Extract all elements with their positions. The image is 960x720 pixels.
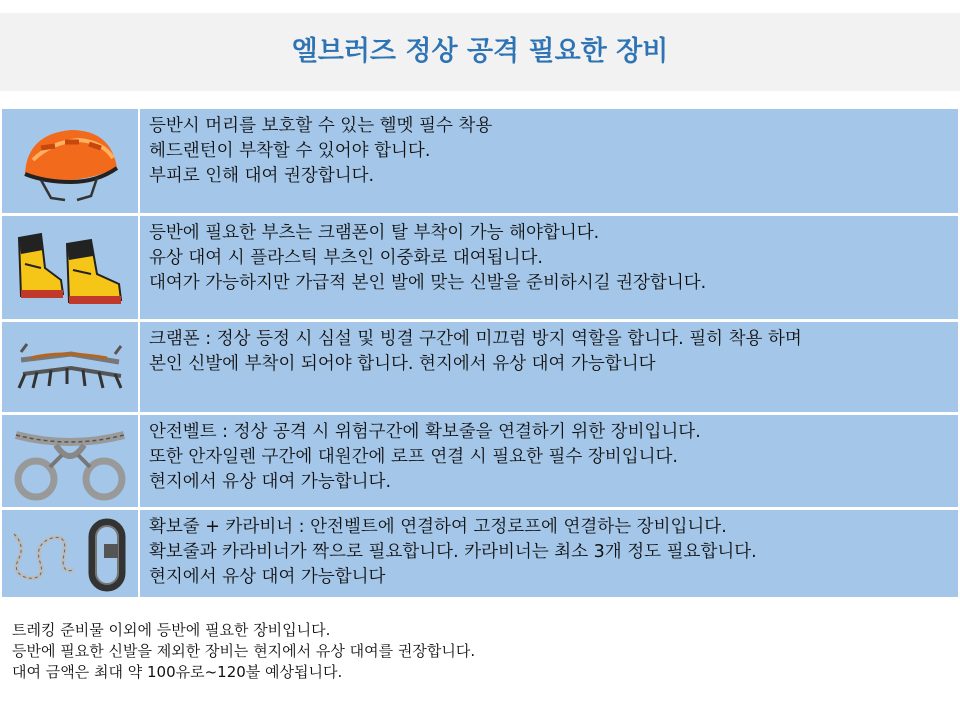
footer-line: 등반에 필요한 신발을 제외한 장비는 현지에서 유상 대여를 권장합니다. [12, 642, 476, 660]
description-line: 또한 안자일렌 구간에 대원간에 로프 연결 시 필요한 필수 장비입니다. [149, 447, 678, 467]
description-line: 대여가 가능하지만 가급적 본인 발에 맞는 신발을 준비하시길 권장합니다. [149, 273, 707, 293]
helmet-description [140, 109, 958, 213]
boots-description [140, 216, 958, 319]
description-line: 유상 대여 시 플라스틱 부츠인 이중화로 대여됩니다. [149, 248, 543, 268]
harness-description [140, 415, 958, 507]
description-line: 현지에서 유상 대여 가능합니다 [149, 567, 386, 587]
crampons-description [140, 322, 958, 412]
description-line: 등반에 필요한 부츠는 크램폰이 탈 부착이 가능 해야합니다. [149, 223, 600, 243]
equipment-row-helmet [2, 109, 958, 216]
description-line: 현지에서 유상 대여 가능합니다. [149, 472, 392, 492]
equipment-row-crampons [2, 322, 958, 415]
harness-image-cell [2, 415, 140, 507]
description-line: 확보줄과 카라비너가 짝으로 필요합니다. 카라비너는 최소 3개 정도 필요합니다. [149, 542, 757, 562]
page-title: 엘브러즈 정상 공격 필요한 장비 [291, 36, 669, 67]
lanyard-description [140, 510, 958, 597]
title-bar [0, 13, 960, 91]
lanyard-carabiner-icon [8, 514, 132, 594]
crampon-icon [11, 332, 129, 402]
equipment-row-harness [2, 415, 958, 510]
lanyard-image-cell [2, 510, 140, 597]
boots-image-cell [2, 216, 140, 319]
mountaineering-boots-icon [11, 224, 129, 312]
description-line: 등반시 머리를 보호할 수 있는 헬멧 필수 착용 [149, 116, 493, 136]
harness-icon [10, 419, 130, 503]
description-line: 헤드랜턴이 부착할 수 있어야 합니다. [149, 141, 431, 161]
equipment-row-boots [2, 216, 958, 322]
description-line: 안전벨트 : 정상 공격 시 위험구간에 확보줄을 연결하기 위한 장비입니다. [149, 422, 701, 442]
footer-line: 트레킹 준비물 이외에 등반에 필요한 장비입니다. [12, 621, 331, 639]
equipment-row-lanyard-carabiner [2, 510, 958, 597]
helmet-image-cell [2, 109, 140, 213]
crampons-image-cell [2, 322, 140, 412]
description-line: 확보줄 + 카라비너 : 안전벨트에 연결하여 고정로프에 연결하는 장비입니다. [149, 517, 727, 537]
footer-notes [12, 620, 475, 683]
description-line: 부피로 인해 대여 권장합니다. [149, 166, 375, 186]
equipment-table [2, 107, 958, 597]
description-line: 본인 신발에 부착이 되어야 합니다. 현지에서 유상 대여 가능합니다 [149, 354, 656, 374]
helmet-icon [11, 116, 129, 206]
footer-line: 대여 금액은 최대 약 100유로~120불 예상됩니다. [12, 663, 343, 681]
description-line: 크램폰 : 정상 등정 시 심설 및 빙결 구간에 미끄럼 방지 역할을 합니다. 필히 착용 하며 [149, 329, 802, 349]
